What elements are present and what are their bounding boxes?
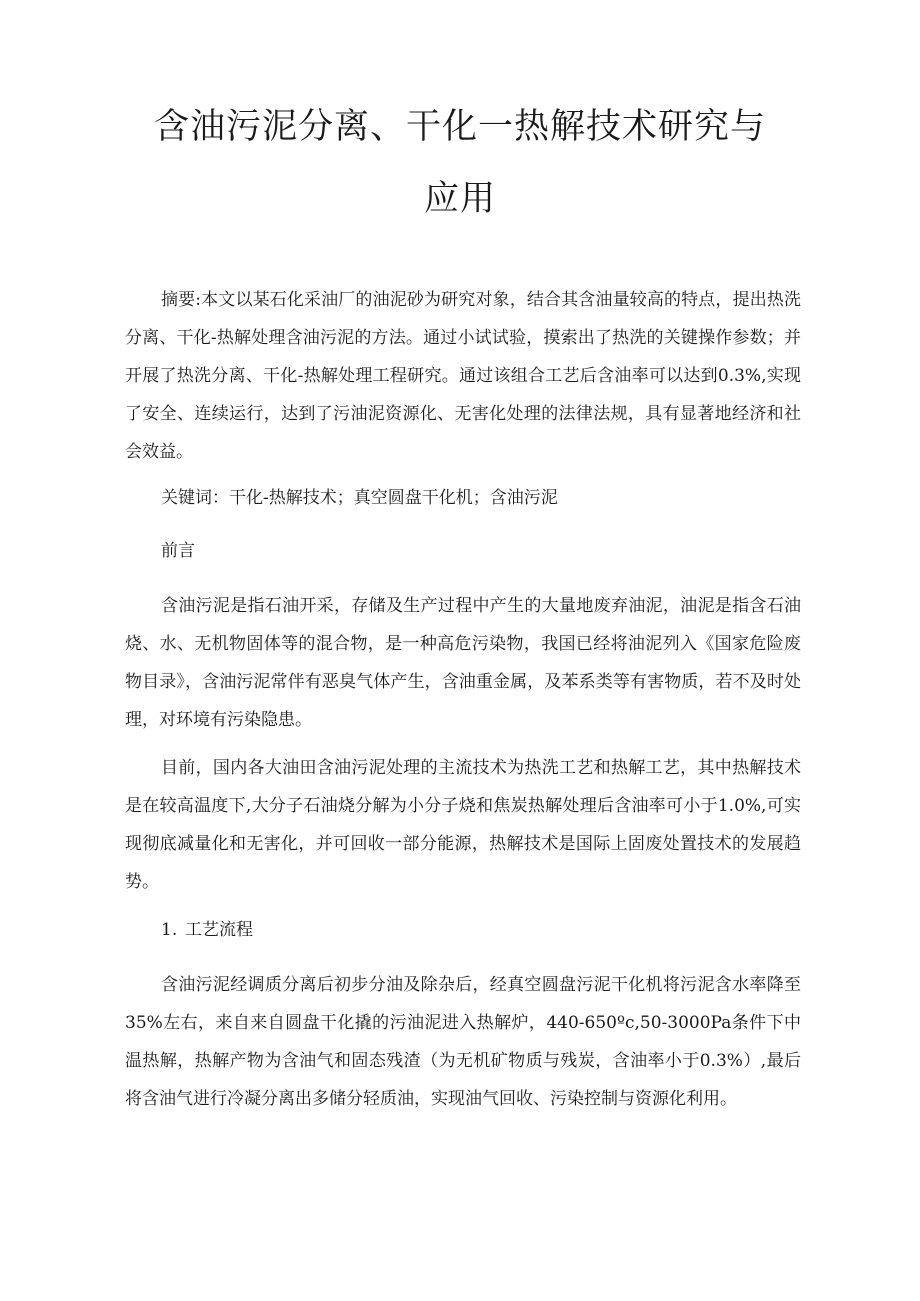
section-1-number: 1. <box>161 920 178 940</box>
abstract-paragraph: 摘要:本文以某石化采油厂的油泥砂为研究对象，结合其含油量较高的特点，提出热洗分离、干化-热解处理含油污泥的方法。通过小试试验，摸索出了热洗的关键操作参数；并开展了热洗分离、干化-热解处理工程研究。通过该组合工艺后含油率可以达到0.3%,实现了安全、连续运行，达到了污油泥资源化、无害化处理的法律法规，具有显著地经济和社会效益。 <box>125 290 801 462</box>
preface-paragraph-2: 目前，国内各大油田含油污泥处理的主流技术为热洗工艺和热解工艺，其中热解技术是在较高温度下,大分子石油烧分解为小分子烧和焦炭热解处理后含油率可小于1.0%,可实现彻底减量化和无害化，并可回收一部分能源，热解技术是国际上固废处置技术的发展趋势。 <box>125 758 801 892</box>
keywords-line: 关键词：干化-热解技术；真空圆盘干化机；含油污泥 <box>161 488 558 508</box>
title-line-1: 含油污泥分离、干化一热解技术研究与 <box>153 107 766 147</box>
section-1-title: 工艺流程 <box>185 920 253 940</box>
preface-paragraph-1: 含油污泥是指石油开采，存储及生产过程中产生的大量地废弃油泥，油泥是指含石油烧、水、无机物固体等的混合物，是一种高危污染物，我国已经将油泥列入《国家危险废物目录》，含油污泥常伴有恶臭气体产生，含油重金属，及苯系类等有害物质，若不及时处理，对环境有污染隐患。 <box>125 596 801 730</box>
title-line-2: 应用 <box>423 179 496 219</box>
section-1-heading <box>125 911 837 949</box>
preface-heading: 前言 <box>161 541 195 561</box>
section-1-paragraph: 含油污泥经调质分离后初步分油及除杂后，经真空圆盘污泥干化机将污泥含水率降至35%左右，来自来自圆盘干化撬的污油泥进入热解炉，440-650ºc,50-3000Pa条件下中温热解，热解产物为含油气和固态残渣（为无机矿物质与残炭，含油率小于0.3%）,最后将含油气进行冷凝分离出多储分轻质油，实现油气回收、污染控制与资源化利用。 <box>125 975 801 1109</box>
